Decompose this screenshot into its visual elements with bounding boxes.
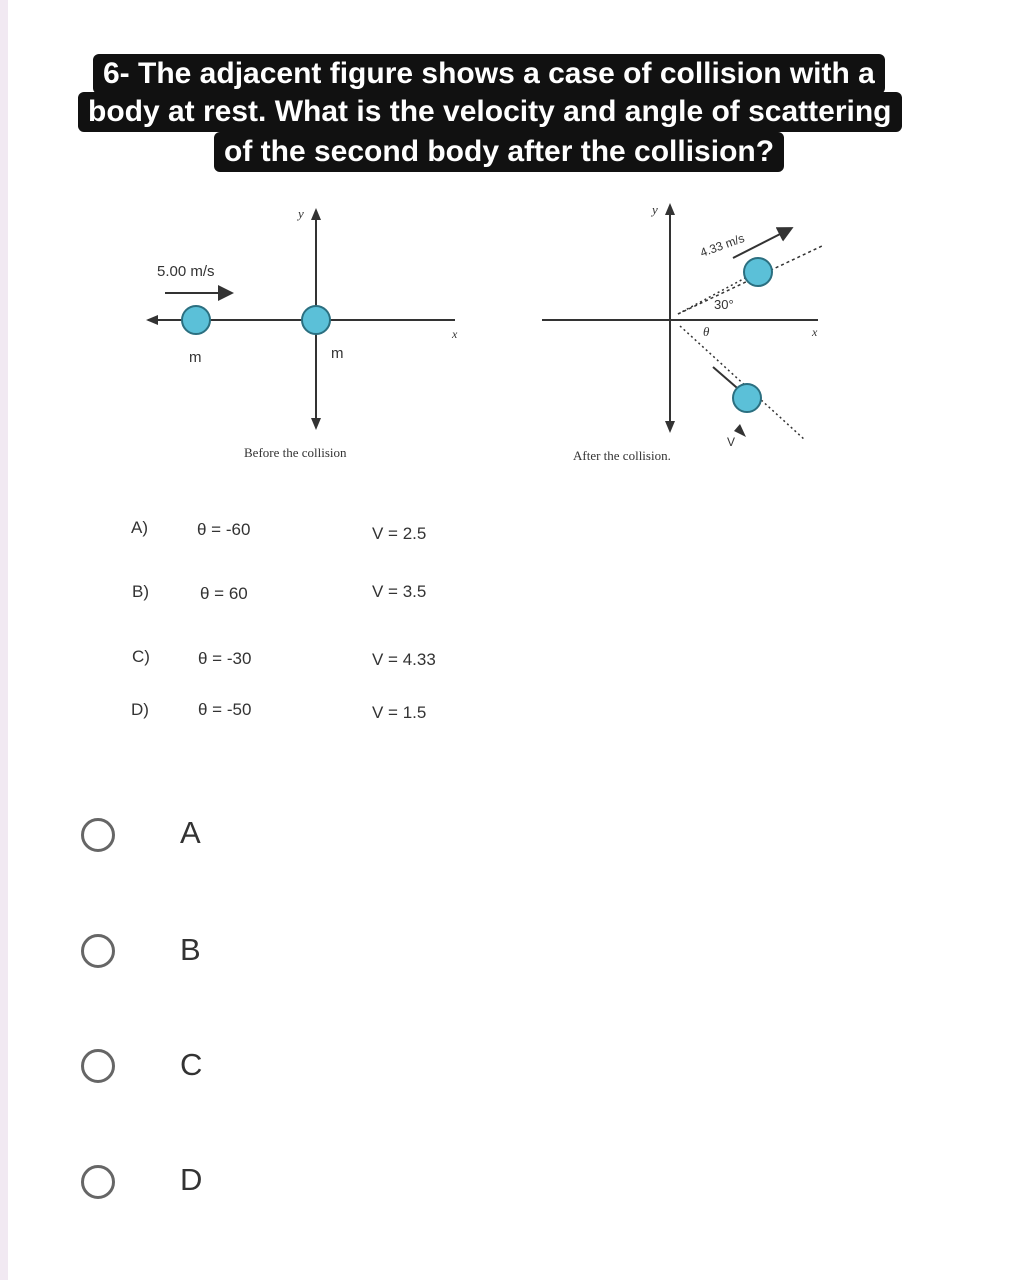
choice-theta: θ = -30 xyxy=(198,649,252,668)
scattered-ball-2 xyxy=(733,384,761,412)
v-label: V xyxy=(727,435,736,449)
before-x-label: x xyxy=(452,327,458,341)
choice-letter: C) xyxy=(132,647,150,666)
scattered-ball-1 xyxy=(744,258,772,286)
y-axis-arrow-up-icon xyxy=(311,208,321,220)
choice-letter: A) xyxy=(131,518,148,537)
radio-label-a[interactable]: A xyxy=(180,815,201,850)
before-speed-label: 5.00 m/s xyxy=(157,263,215,280)
choice-velocity: V = 3.5 xyxy=(372,582,427,601)
mass-label-right: m xyxy=(331,345,344,362)
choice-theta: θ = -50 xyxy=(198,700,252,719)
mass-label-left: m xyxy=(189,349,202,366)
deflected-path-lower xyxy=(680,326,805,440)
question-line-3: of the second body after the collision? xyxy=(214,132,784,172)
after-x-label: x xyxy=(812,325,818,339)
radio-option-b[interactable] xyxy=(81,934,115,968)
after-diagram xyxy=(542,202,822,463)
question-line-1: 6- The adjacent figure shows a case of collision with a xyxy=(93,54,885,94)
y-axis-arrow-down-icon xyxy=(311,418,321,430)
lower-velocity-arrowhead-icon xyxy=(734,424,746,437)
collision-figure xyxy=(0,0,1011,500)
choice-velocity: V = 4.33 xyxy=(372,650,436,669)
radio-label-b[interactable]: B xyxy=(180,932,201,967)
radio-option-a[interactable] xyxy=(81,818,115,852)
before-caption: Before the collision xyxy=(244,445,347,460)
after-y-arrow-up-icon xyxy=(665,203,675,215)
theta-label: θ xyxy=(703,324,710,339)
after-caption: After the collision. xyxy=(573,448,671,463)
angle-30-label: 30° xyxy=(714,297,734,312)
after-speed-label: 4.33 m/s xyxy=(698,230,747,260)
radio-label-d[interactable]: D xyxy=(180,1162,203,1197)
choice-theta: θ = 60 xyxy=(200,584,248,603)
incoming-ball xyxy=(182,306,210,334)
before-diagram xyxy=(146,206,458,460)
choice-velocity: V = 2.5 xyxy=(372,524,427,543)
x-axis-arrow-left-icon xyxy=(146,315,158,325)
choice-letter: B) xyxy=(132,582,149,601)
radio-label-c[interactable]: C xyxy=(180,1047,203,1082)
after-y-arrow-down-icon xyxy=(665,421,675,433)
before-y-label: y xyxy=(298,206,304,221)
choice-theta: θ = -60 xyxy=(197,520,251,539)
choice-letter: D) xyxy=(131,700,149,719)
target-ball xyxy=(302,306,330,334)
question-line-2: body at rest. What is the velocity and angle of scattering xyxy=(78,92,902,132)
radio-option-c[interactable] xyxy=(81,1049,115,1083)
choice-velocity: V = 1.5 xyxy=(372,703,427,722)
after-y-label: y xyxy=(652,202,658,217)
radio-option-d[interactable] xyxy=(81,1165,115,1199)
